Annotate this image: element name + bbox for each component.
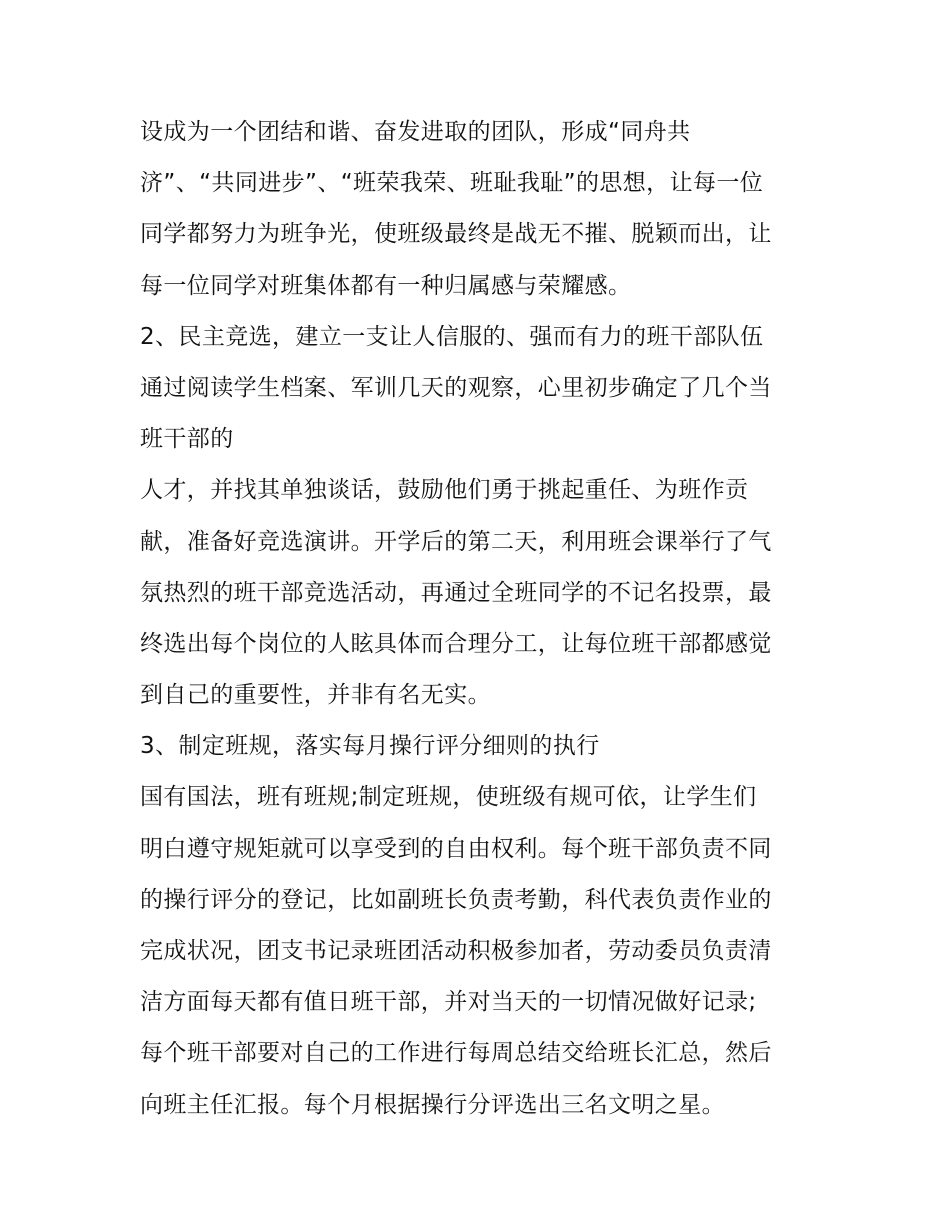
- text-line: 洁方面每天都有值日班干部，并对当天的一切情况做好记录;: [140, 989, 757, 1016]
- text-line: 终选出每个岗位的人眩具体而合理分工，让每位班干部都感觉: [140, 630, 772, 657]
- text-line: 完成状况，团支书记录班团活动积极参加者，劳动委员负责清: [140, 938, 772, 964]
- text-line: 到自己的重要性，并非有名无实。: [140, 682, 491, 709]
- text-line: 济”、“共同进步”、“班荣我荣、班耻我耻”的思想，让每一位: [140, 170, 764, 197]
- text-line: 献，准备好竞选演讲。开学后的第二天，利用班会课举行了气: [140, 528, 772, 555]
- section-heading: 2、民主竞选，建立一支让人信服的、强而有力的班干部队伍: [140, 323, 764, 350]
- text-line: 向班主任汇报。每个月根据操行分评选出三名文明之星。: [140, 1091, 725, 1118]
- text-line: 每个班干部要对自己的工作进行每周总结交给班长汇总，然后: [140, 1040, 772, 1067]
- text-line: 设成为一个团结和谐、奋发进取的团队，形成“同舟共: [140, 119, 691, 145]
- section-heading: 3、制定班规，落实每月操行评分细则的执行: [140, 733, 600, 760]
- text-line: 明白遵守规矩就可以享受到的自由权利。每个班干部负责不同: [140, 835, 772, 862]
- text-line: 国有国法，班有班规;制定班规，使班级有规可依，让学生们: [140, 784, 757, 811]
- text-line: 班干部的: [140, 426, 234, 453]
- body-text: [140, 107, 830, 1131]
- text-line: 通过阅读学生档案、军训几天的观察，心里初步确定了几个当: [140, 374, 772, 401]
- text-line: 同学都努力为班争光，使班级最终是战无不摧、脱颖而出，让: [140, 221, 772, 248]
- text-line: 氛热烈的班干部竞选活动，再通过全班同学的不记名投票，最: [140, 579, 772, 606]
- text-line: 的操行评分的登记，比如副班长负责考勤，科代表负责作业的: [140, 886, 772, 913]
- text-line: 人才，并找其单独谈话，鼓励他们勇于挑起重任、为班作贡: [140, 477, 749, 504]
- text-line: 每一位同学对班集体都有一种归属感与荣耀感。: [140, 272, 632, 299]
